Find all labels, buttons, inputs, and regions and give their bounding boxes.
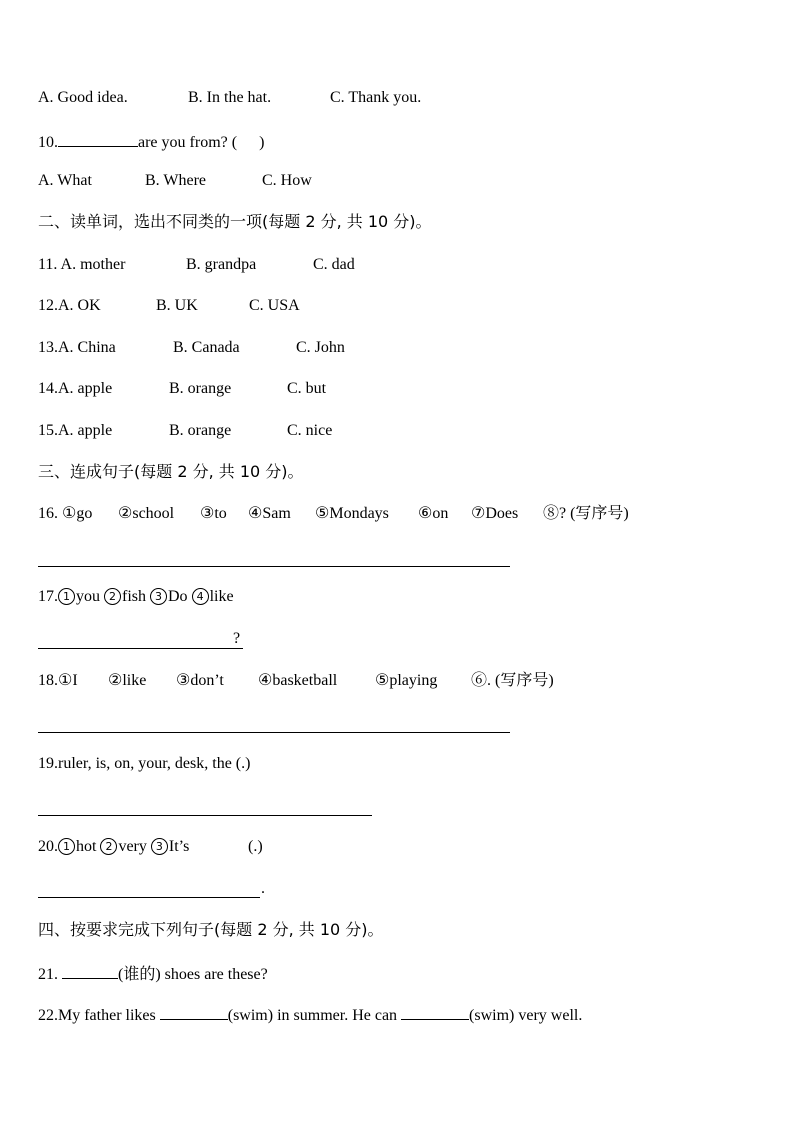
q11-option-c: C. dad <box>313 256 355 273</box>
q17-circled-number: 4 <box>192 588 209 605</box>
q18-token: ⑥. (写序号) <box>471 672 554 689</box>
q10-option-a: A. What <box>38 172 92 189</box>
q18-number: 18. <box>38 672 58 689</box>
q21-number: 21. <box>38 966 62 983</box>
q18 <box>38 671 554 691</box>
q22-tail: (swim) very well. <box>469 1007 583 1024</box>
q18-token: ③don’t <box>176 672 224 689</box>
q16-token: ③to <box>200 505 227 522</box>
q10-text: are you from? ( <box>138 134 238 151</box>
q22 <box>38 1003 582 1026</box>
q20-word: hot <box>76 838 97 855</box>
q17-circled-number: 1 <box>58 588 75 605</box>
q18-token: ②like <box>108 672 147 689</box>
q22-blank-1[interactable] <box>160 1003 228 1020</box>
q16 <box>38 504 629 524</box>
q17-end-mark: ? <box>233 630 241 647</box>
q11 <box>38 255 355 275</box>
section4-title: 四、按要求完成下列句子(每题 2 分, 共 10 分)。 <box>38 920 384 939</box>
q11-number: 11. <box>38 256 61 273</box>
q12-option-a: A. OK <box>58 297 101 314</box>
q20-circled-number: 1 <box>58 838 75 855</box>
q17-word: fish <box>122 588 146 605</box>
q15-option-a: A. apple <box>58 422 113 439</box>
q13-option-b: B. Canada <box>173 339 240 356</box>
q13 <box>38 338 345 358</box>
q22-mid: (swim) in summer. He can <box>227 1007 402 1024</box>
q14-option-c: C. but <box>287 380 327 397</box>
q12-option-b: B. UK <box>156 297 198 314</box>
q9-option-a: A. Good idea. <box>38 89 128 106</box>
q13-option-c: C. John <box>296 339 345 356</box>
q17-word: like <box>209 588 234 605</box>
q10-blank[interactable] <box>58 130 138 147</box>
q9-option-c: C. Thank you. <box>330 89 422 106</box>
q20-circled-number: 3 <box>151 838 168 855</box>
q17-number: 17. <box>38 588 58 605</box>
q9-options <box>38 88 422 108</box>
q16-token: ⑥on <box>418 505 449 522</box>
q14-number: 14. <box>38 380 58 397</box>
q15-option-c: C. nice <box>287 422 333 439</box>
q12-number: 12. <box>38 297 58 314</box>
q16-token: ⑤Mondays <box>315 505 389 522</box>
q10-question <box>38 130 264 153</box>
q15-option-b: B. orange <box>169 422 232 439</box>
q10-options <box>38 171 312 191</box>
q16-token: ②school <box>118 505 175 522</box>
q20-end-hint: (.) <box>248 838 263 855</box>
q11-option-b: B. grandpa <box>186 256 257 273</box>
q15 <box>38 421 333 441</box>
q18-token: ⑤playing <box>375 672 438 689</box>
q22-blank-2[interactable] <box>401 1003 469 1020</box>
q19-answer-line[interactable] <box>38 814 372 816</box>
q16-token: ④Sam <box>248 505 291 522</box>
q10-number: 10. <box>38 134 58 151</box>
q15-number: 15. <box>38 422 58 439</box>
q13-option-a: A. China <box>58 339 116 356</box>
q17-circled-number: 2 <box>104 588 121 605</box>
q9-option-b: B. In the hat. <box>188 89 272 106</box>
q10-option-c: C. How <box>262 172 312 189</box>
q17-circled-number: 3 <box>150 588 167 605</box>
q18-token: ①I <box>58 672 78 689</box>
q16-token: ①go <box>62 505 93 522</box>
q20-word: very <box>118 838 147 855</box>
q18-answer-line[interactable] <box>38 731 510 733</box>
q11-option-a: A. mother <box>60 256 126 273</box>
q20-end-mark: . <box>261 880 265 897</box>
q16-answer-line[interactable] <box>38 565 510 567</box>
q10-option-b: B. Where <box>145 172 207 189</box>
q14 <box>38 379 327 399</box>
q17 <box>38 587 234 607</box>
section2-title: 二、读单词，选出不同类的一项(每题 2 分, 共 10 分)。 <box>38 212 432 231</box>
q13-number: 13. <box>38 339 58 356</box>
q16-token: ⑦Does <box>471 505 519 522</box>
q18-token: ④basketball <box>258 672 338 689</box>
q20-word: It’s <box>168 838 190 855</box>
section3-title: 三、连成句子(每题 2 分, 共 10 分)。 <box>38 462 304 481</box>
q21-text: (谁的) shoes are these? <box>118 966 268 983</box>
q20-answer-line[interactable] <box>38 896 260 898</box>
q17-word: you <box>76 588 100 605</box>
q14-option-b: B. orange <box>169 380 232 397</box>
q14-option-a: A. apple <box>58 380 113 397</box>
q16-number: 16. <box>38 505 62 522</box>
q10-close: ) <box>259 134 265 151</box>
q20-number: 20. <box>38 838 58 855</box>
q21-blank[interactable] <box>62 962 118 979</box>
q17-answer-line[interactable] <box>38 647 243 649</box>
q20 <box>38 837 263 857</box>
q17-word: Do <box>168 588 188 605</box>
q12-option-c: C. USA <box>249 297 300 314</box>
q12 <box>38 296 300 316</box>
q21 <box>38 962 268 985</box>
q20-circled-number: 2 <box>100 838 117 855</box>
q19: 19.ruler, is, on, your, desk, the (.) <box>38 755 251 772</box>
q16-token: ⑧? (写序号) <box>543 505 629 522</box>
q22-head: 22.My father likes <box>38 1007 160 1024</box>
